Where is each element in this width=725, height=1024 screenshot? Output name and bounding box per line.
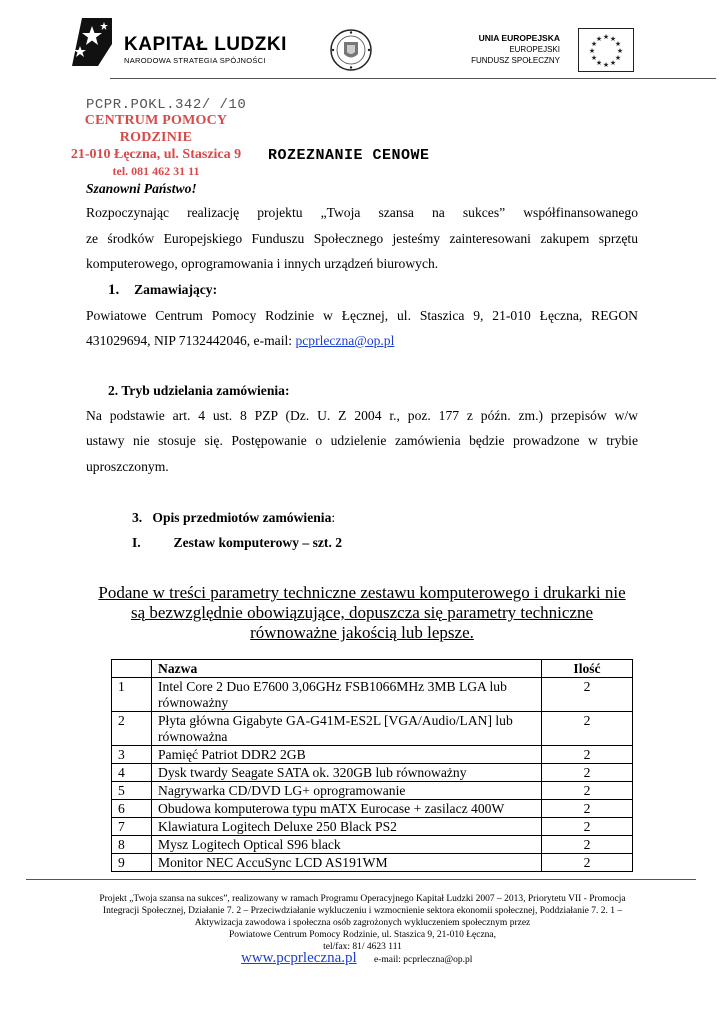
table-header-name: Nazwa <box>152 660 542 678</box>
cell-number: 7 <box>112 818 152 836</box>
svg-text:★: ★ <box>616 47 624 55</box>
cell-name: Pamięć Patriot DDR2 2GB <box>152 746 542 764</box>
cell-quantity: 2 <box>542 818 633 836</box>
eu-label <box>440 33 560 66</box>
footer-text <box>80 893 645 953</box>
cell-number: 4 <box>112 764 152 782</box>
cell-quantity: 2 <box>542 854 633 872</box>
section3-subheading <box>132 530 684 556</box>
svg-text:★: ★ <box>595 35 603 43</box>
page-title: ROZEZNANIE CENOWE <box>268 147 430 164</box>
table-row <box>112 782 633 800</box>
cell-name: Klawiatura Logitech Deluxe 250 Black PS2 <box>152 818 542 836</box>
section3-sub-title: Zestaw komputerowy – szt. 2 <box>173 535 343 550</box>
cell-number: 3 <box>112 746 152 764</box>
stamp-line1: CENTRUM POMOCY RODZINIE <box>84 113 228 145</box>
kapital-ludzki-title: KAPITAŁ LUDZKI <box>124 34 287 55</box>
table-row <box>112 854 633 872</box>
notice-line1: Podane w treści parametry techniczne zestawu komputerowego i drukarki nie <box>98 583 626 602</box>
section1-heading <box>108 277 660 303</box>
table-row <box>112 818 633 836</box>
footer-line2: Integracji Społecznej, Działanie 7. 2 – Przeciwdziałanie wykluczeniu i wzmocnienie sektora ekonomii społecznej, Poddziałanie 7. 2. 1 – <box>102 906 623 916</box>
cell-number: 1 <box>112 678 152 712</box>
cell-number: 5 <box>112 782 152 800</box>
reference-number: PCPR.POKL.342/ /10 <box>86 97 247 113</box>
greeting: Szanowni Państwo! <box>86 181 197 196</box>
svg-text:★: ★ <box>602 33 610 41</box>
section3-colon: : <box>331 510 336 525</box>
header-divider <box>110 78 716 79</box>
section3-heading <box>132 505 684 531</box>
intro-line-1: Rozpoczynając realizację projektu „Twoja szansa na sukces” współfinansowanego <box>86 205 638 220</box>
cell-name: Intel Core 2 Duo E7600 3,06GHz FSB1066MHz 3MB LGA lub równoważny <box>152 678 542 712</box>
svg-text:★: ★ <box>614 54 622 62</box>
footer-line1: Projekt „Twoja szansa na sukces”, realizowany w ramach Programu Operacyjnego Kapitał Ludzki 2007 – 2013, Priorytetu VII - Promocja <box>99 894 626 904</box>
cell-name: Obudowa komputerowa typu mATX Eurocase + zasilacz 400W <box>152 800 542 818</box>
table-row <box>112 764 633 782</box>
eu-line1: UNIA EUROPEJSKA <box>478 33 560 43</box>
institution-stamp <box>58 112 254 180</box>
section1-title: Zamawiający: <box>134 282 218 297</box>
table-header-number <box>112 660 152 678</box>
kapital-ludzki-subtitle: NARODOWA STRATEGIA SPÓJNOŚCI <box>124 56 266 65</box>
section2-line2: ustawy nie stosuje się. Postępowanie o udzielenie zamówienia będzie prowadzone w trybie <box>86 433 638 448</box>
emblem-icon <box>327 28 375 72</box>
footer-divider <box>26 879 696 880</box>
footer-line5: tel/fax: 81/ 4623 111 <box>323 942 402 952</box>
eu-flag-icon <box>578 28 634 72</box>
section1-line1: Powiatowe Centrum Pomocy Rodzinie w Łęcznej, ul. Staszica 9, 21-010 Łęczna, REGON <box>86 308 638 323</box>
cell-number: 2 <box>112 712 152 746</box>
kapital-ludzki-logo-icon <box>68 16 116 68</box>
stamp-line3: tel. 081 462 31 11 <box>112 164 200 178</box>
table-row <box>112 678 633 712</box>
section1-line2 <box>86 328 638 354</box>
svg-text:★: ★ <box>590 54 598 62</box>
svg-text:★: ★ <box>588 47 596 55</box>
items-table <box>111 659 633 872</box>
cell-quantity: 2 <box>542 782 633 800</box>
svg-text:★: ★ <box>590 40 598 48</box>
cell-number: 6 <box>112 800 152 818</box>
section2-heading: 2. Tryb udzielania zamówienia: <box>108 383 290 398</box>
footer-email: e-mail: pcprleczna@op.pl <box>374 955 473 965</box>
footer-line4: Powiatowe Centrum Pomocy Rodzinie, ul. Staszica 9, 21-010 Łęczna, <box>229 930 496 940</box>
cell-name: Płyta główna Gigabyte GA-G41M-ES2L [VGA/Audio/LAN] lub równoważna <box>152 712 542 746</box>
table-header-quantity: Ilość <box>542 660 633 678</box>
svg-text:★: ★ <box>602 61 610 69</box>
cell-name: Mysz Logitech Optical S96 black <box>152 836 542 854</box>
section2-line3: uproszczonym. <box>86 459 169 474</box>
intro-line-2: ze środków Europejskiego Funduszu Społecznego jesteśmy zainteresowani zakupem sprzętu <box>86 231 638 246</box>
svg-text:★: ★ <box>595 59 603 67</box>
cell-quantity: 2 <box>542 800 633 818</box>
table-row <box>112 836 633 854</box>
email-link[interactable]: pcprleczna@op.pl <box>295 333 395 348</box>
table-row <box>112 800 633 818</box>
cell-name: Dysk twardy Seagate SATA ok. 320GB lub równoważny <box>152 764 542 782</box>
cell-quantity: 2 <box>542 678 633 712</box>
table-header-row <box>112 660 633 678</box>
svg-text:★: ★ <box>614 40 622 48</box>
section3-title: 3. Opis przedmiotów zamówienia <box>132 510 332 525</box>
table-row <box>112 712 633 746</box>
cell-number: 9 <box>112 854 152 872</box>
stamp-line2: 21-010 Łęczna, ul. Staszica 9 <box>70 147 242 162</box>
website-link[interactable]: www.pcprleczna.pl <box>241 950 357 966</box>
cell-quantity: 2 <box>542 712 633 746</box>
section1-number: 1. <box>108 282 120 298</box>
section3-sub-number: I. <box>132 535 141 550</box>
cell-quantity: 2 <box>542 836 633 854</box>
notice-line3: równoważne jakością lub lepsze. <box>250 623 474 642</box>
intro-line-3: komputerowego, oprogramowania i innych urządzeń biurowych. <box>86 256 439 271</box>
cell-quantity: 2 <box>542 746 633 764</box>
cell-name: Nagrywarka CD/DVD LG+ oprogramowanie <box>152 782 542 800</box>
svg-text:★: ★ <box>609 59 617 67</box>
svg-text:★: ★ <box>609 35 617 43</box>
section1-line2-text: 431029694, NIP 7132442046, e-mail: <box>86 333 296 348</box>
cell-number: 8 <box>112 836 152 854</box>
table-row <box>112 746 633 764</box>
cell-quantity: 2 <box>542 764 633 782</box>
footer-line3: Aktywizacja zawodowa i społeczna osób zagrożonych wykluczeniem społecznym przez <box>194 918 531 928</box>
eu-line3: FUNDUSZ SPOŁECZNY <box>471 56 560 65</box>
cell-name: Monitor NEC AccuSync LCD AS191WM <box>152 854 542 872</box>
section2-line1: Na podstawie art. 4 ust. 8 PZP (Dz. U. Z 2004 r., poz. 177 z późn. zm.) przepisów w/w <box>86 408 638 423</box>
notice-line2: są bezwzględnie obowiązujące, dopuszcza się parametry techniczne <box>130 603 594 622</box>
eu-line2: EUROPEJSKI <box>509 45 560 54</box>
